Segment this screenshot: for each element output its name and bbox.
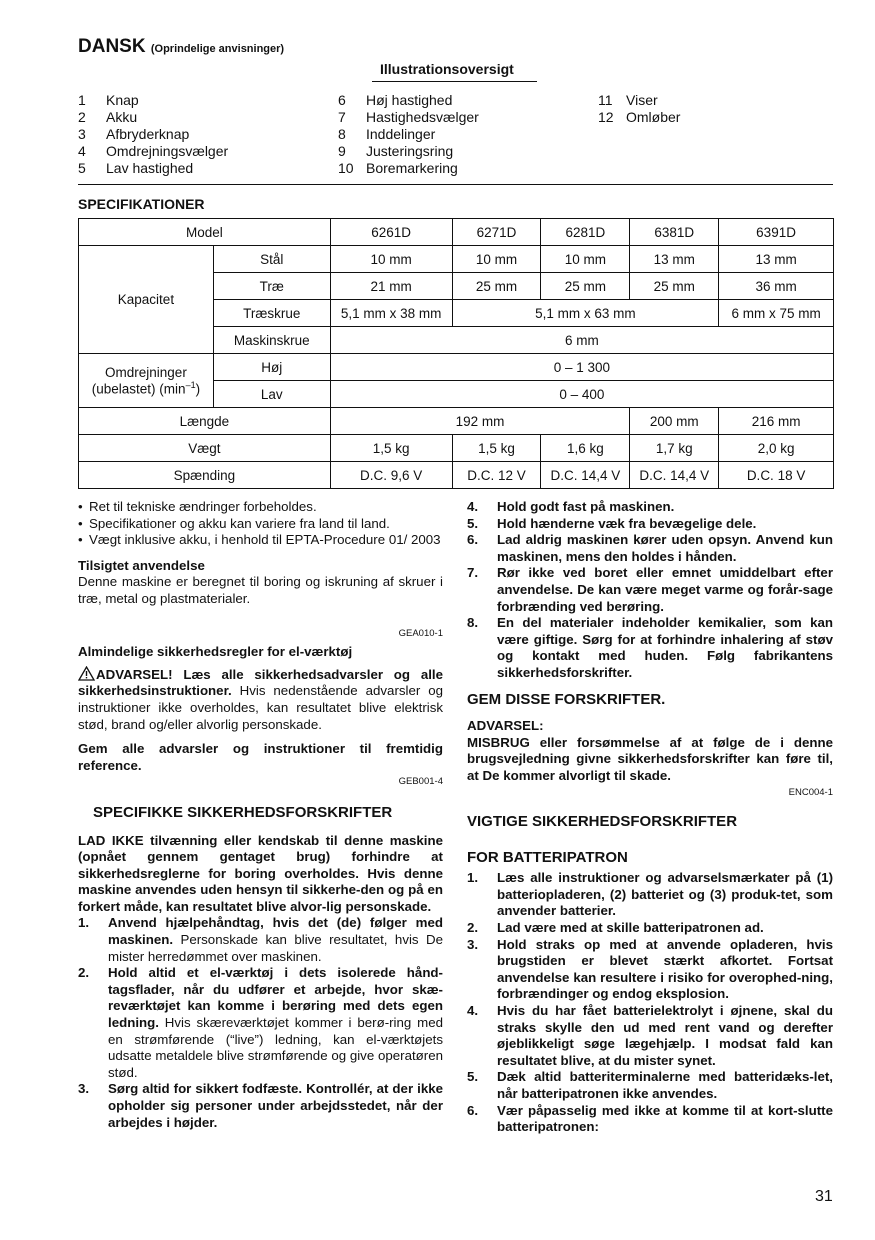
list-item: 4. Hvis du har fået batterielektrolyt i øjnene, skal du straks skylle den ud med rent vand og derefter øjeblikkeligt søge lægehjælp. I modsat fald kan resultatet blive, at du mister synet. xyxy=(467,1003,833,1068)
spec-heading: SPECIFIKATIONER xyxy=(78,196,205,212)
list-item: 5. Dæk altid batteriterminalerne med batteridæks-let, når batteripatronen ikke anvendes. xyxy=(467,1069,833,1101)
legend-item: 5 Lav hastighed xyxy=(78,160,194,176)
language-subtitle: (Oprindelige anvisninger) xyxy=(150,43,285,55)
list-item: 8. En del materialer indeholder kemikalier, som kan være giftige. Sørg for at forhindre inhalering af støv og kontakt med huden. Følg fabrikantens sikkerhedsforskrifter. xyxy=(467,615,833,680)
specific-safety-heading: SPECIFIKKE SIKKERHEDSFORSKRIFTER xyxy=(93,803,393,821)
ref-code: ENC004-1 xyxy=(788,786,833,798)
legend-item: 11 Viser xyxy=(598,92,658,108)
list-item: 6. Lad aldrig maskinen kører uden opsyn. Anvend kun maskinen, mens den holdes i hånden. xyxy=(467,532,833,564)
list-item: 2. Hold altid et el-værktøj i dets isolerede hånd-tagsflader, når du udfører et arbejde, hvor skæ-reværktøjet kan komme i berøring med dets egen ledning. Hvis skæreværktøjet kommer i berø-ring med en strømførende (“live”) ledning, kan el-værktøjets udsatte metaldele blive strømførende og give operatøren stød. xyxy=(78,965,443,1080)
spec-table xyxy=(78,218,834,489)
list-item: • Vægt inklusive akku, i henhold til EPTA-Procedure 01/ 2003 xyxy=(78,532,441,548)
capacity-label: Kapacitet xyxy=(79,246,214,354)
list-item: 7. Rør ikke ved boret eller emnet umiddelbart efter anvendelse. De kan være meget varme og forår-sage forbrænding ved berøring. xyxy=(467,565,833,614)
model-label: Model xyxy=(79,219,331,246)
legend-item: 12 Omløber xyxy=(598,109,681,125)
illustration-title: Illustrationsoversigt xyxy=(380,61,514,77)
keep-rules-heading: GEM DISSE FORSKRIFTER. xyxy=(467,690,666,708)
misuse-text: MISBRUG eller forsømmelse af at følge de i denne brugsvejledning givne sikkerhedsforskrifter kan føre til, at De kommer alvorligt til skade. xyxy=(467,734,833,783)
intended-use-text: Denne maskine er beregnet til boring og iskruning af skruer i træ, metal og plastmaterialer. xyxy=(78,574,443,606)
table-row: Spænding D.C. 9,6 V D.C. 12 V D.C. 14,4 V D.C. 14,4 V D.C. 18 V xyxy=(79,462,834,489)
list-item: • Ret til tekniske ændringer forbeholdes. xyxy=(78,499,317,514)
list-item: • Specifikationer og akku kan variere fra land til land. xyxy=(78,515,390,531)
title-underline xyxy=(372,81,537,82)
list-item: 2. Lad være med at skille batteripatronen ad. xyxy=(467,920,764,936)
legend-item: 3 Afbryderknap xyxy=(78,126,190,142)
left-column xyxy=(78,499,443,1131)
ref-code: GEB001-4 xyxy=(398,776,443,788)
legend-column-2 xyxy=(338,92,479,177)
warning-heading: ADVARSEL: xyxy=(467,718,544,734)
table-row: Træskrue 5,1 mm x 38 mm 5,1 mm x 63 mm 6 mm x 75 mm xyxy=(79,300,834,327)
list-item: 3. Hold straks op med at anvende opladeren, hvis brugstiden er blevet stærkt afkortet. Fortsat anvendelse kan resultere i risiko for overophed-ning, forbrændinger og endog eksplosion. xyxy=(467,936,833,1002)
intended-use-heading: Tilsigtet anvendelse xyxy=(78,557,205,573)
legend-item: 1 Knap xyxy=(78,92,139,108)
battery-heading: FOR BATTERIPATRON xyxy=(467,848,628,866)
list-item: 1. Læs alle instruktioner og advarselsmærkater på (1) batteriopladeren, (2) batteriet og (3) produk-tet, som anvender batterier. xyxy=(467,870,833,919)
right-column xyxy=(467,499,833,1136)
legend-item: 2 Akku xyxy=(78,109,138,125)
table-row: Vægt 1,5 kg 1,5 kg 1,6 kg 1,7 kg 2,0 kg xyxy=(79,435,834,462)
legend-column-1 xyxy=(78,92,228,177)
legend-item: 7 Hastighedsvælger xyxy=(338,109,479,125)
table-row: Maskinskrue 6 mm xyxy=(79,327,834,354)
specific-intro: LAD IKKE tilvænning eller kendskab til denne maskine (opnået gennem gentaget brug) forhindre at sikkerhedsreglerne for boring overholdes. Hvis denne maskine anvendes uden hensyn til sikkerhe-den og på en forkert måde, kan resultatet blive alvor-lig personskade. xyxy=(78,832,443,914)
legend-item: 4 Omdrejningsvælger xyxy=(78,143,229,159)
list-item: 4. Hold godt fast på maskinen. xyxy=(467,499,675,514)
warning-paragraph: ADVARSEL! Læs alle sikkerhedsadvarsler og alle sikkerhedsinstruktioner. Hvis nedenstående advarsler og instruktioner ikke overholdes, kan resultatet blive elektrisk stød, brand og/eller alvorlig personskade. xyxy=(78,666,443,732)
section-divider xyxy=(78,184,833,185)
list-item: 6. Vær påpasselig med ikke at komme til at kort-slutte batteripatronen: xyxy=(467,1102,833,1135)
rpm-label: Omdrejninger (ubelastet) $(\min^{-1})$ xyxy=(79,354,214,408)
keep-instructions: Gem alle advarsler og instruktioner til fremtidig reference. xyxy=(78,741,443,773)
legend-column-3 xyxy=(598,92,680,126)
table-row: Model 6261D 6271D 6281D 6381D 6391D xyxy=(79,219,834,246)
list-item: 1. Anvend hjælpehåndtag, hvis det (de) følger med maskinen. Personskade kan blive resultatet, hvis De mister herredømmet over maskinen. xyxy=(78,915,443,964)
general-safety-heading: Almindelige sikkerhedsregler for el-værktøj xyxy=(78,644,353,660)
legend-item: 8 Inddelinger xyxy=(338,126,436,142)
table-row: Lav 0 – 400 xyxy=(79,381,834,408)
ref-code: GEA010-1 xyxy=(398,627,443,639)
table-row: Omdrejninger (ubelastet) $(\min^{-1})$ Høj 0 – 1 300 xyxy=(79,354,834,381)
warning-icon xyxy=(78,666,95,681)
legend-item: 9 Justeringsring xyxy=(338,143,454,159)
table-row: Træ 21 mm 25 mm 25 mm 25 mm 36 mm xyxy=(79,273,834,300)
page-number: 31 xyxy=(815,1188,833,1205)
important-safety-heading: VIGTIGE SIKKERHEDSFORSKRIFTER xyxy=(467,813,738,831)
list-item: 5. Hold hænderne væk fra bevægelige dele. xyxy=(467,515,757,531)
table-row: Længde 192 mm 200 mm 216 mm xyxy=(79,408,834,435)
legend-item: 6 Høj hastighed xyxy=(338,92,453,108)
legend-item: 10 Boremarkering xyxy=(338,160,458,176)
list-item: 3. Sørg altid for sikkert fodfæste. Kontrollér, at der ikke opholder sig personer under arbejdsstedet, når der arbejdes i højder. xyxy=(78,1081,443,1130)
table-row: Kapacitet Stål 10 mm 10 mm 10 mm 13 mm 13 mm xyxy=(79,246,834,273)
language-heading: DANSK (Oprindelige anvisninger) xyxy=(78,36,285,57)
